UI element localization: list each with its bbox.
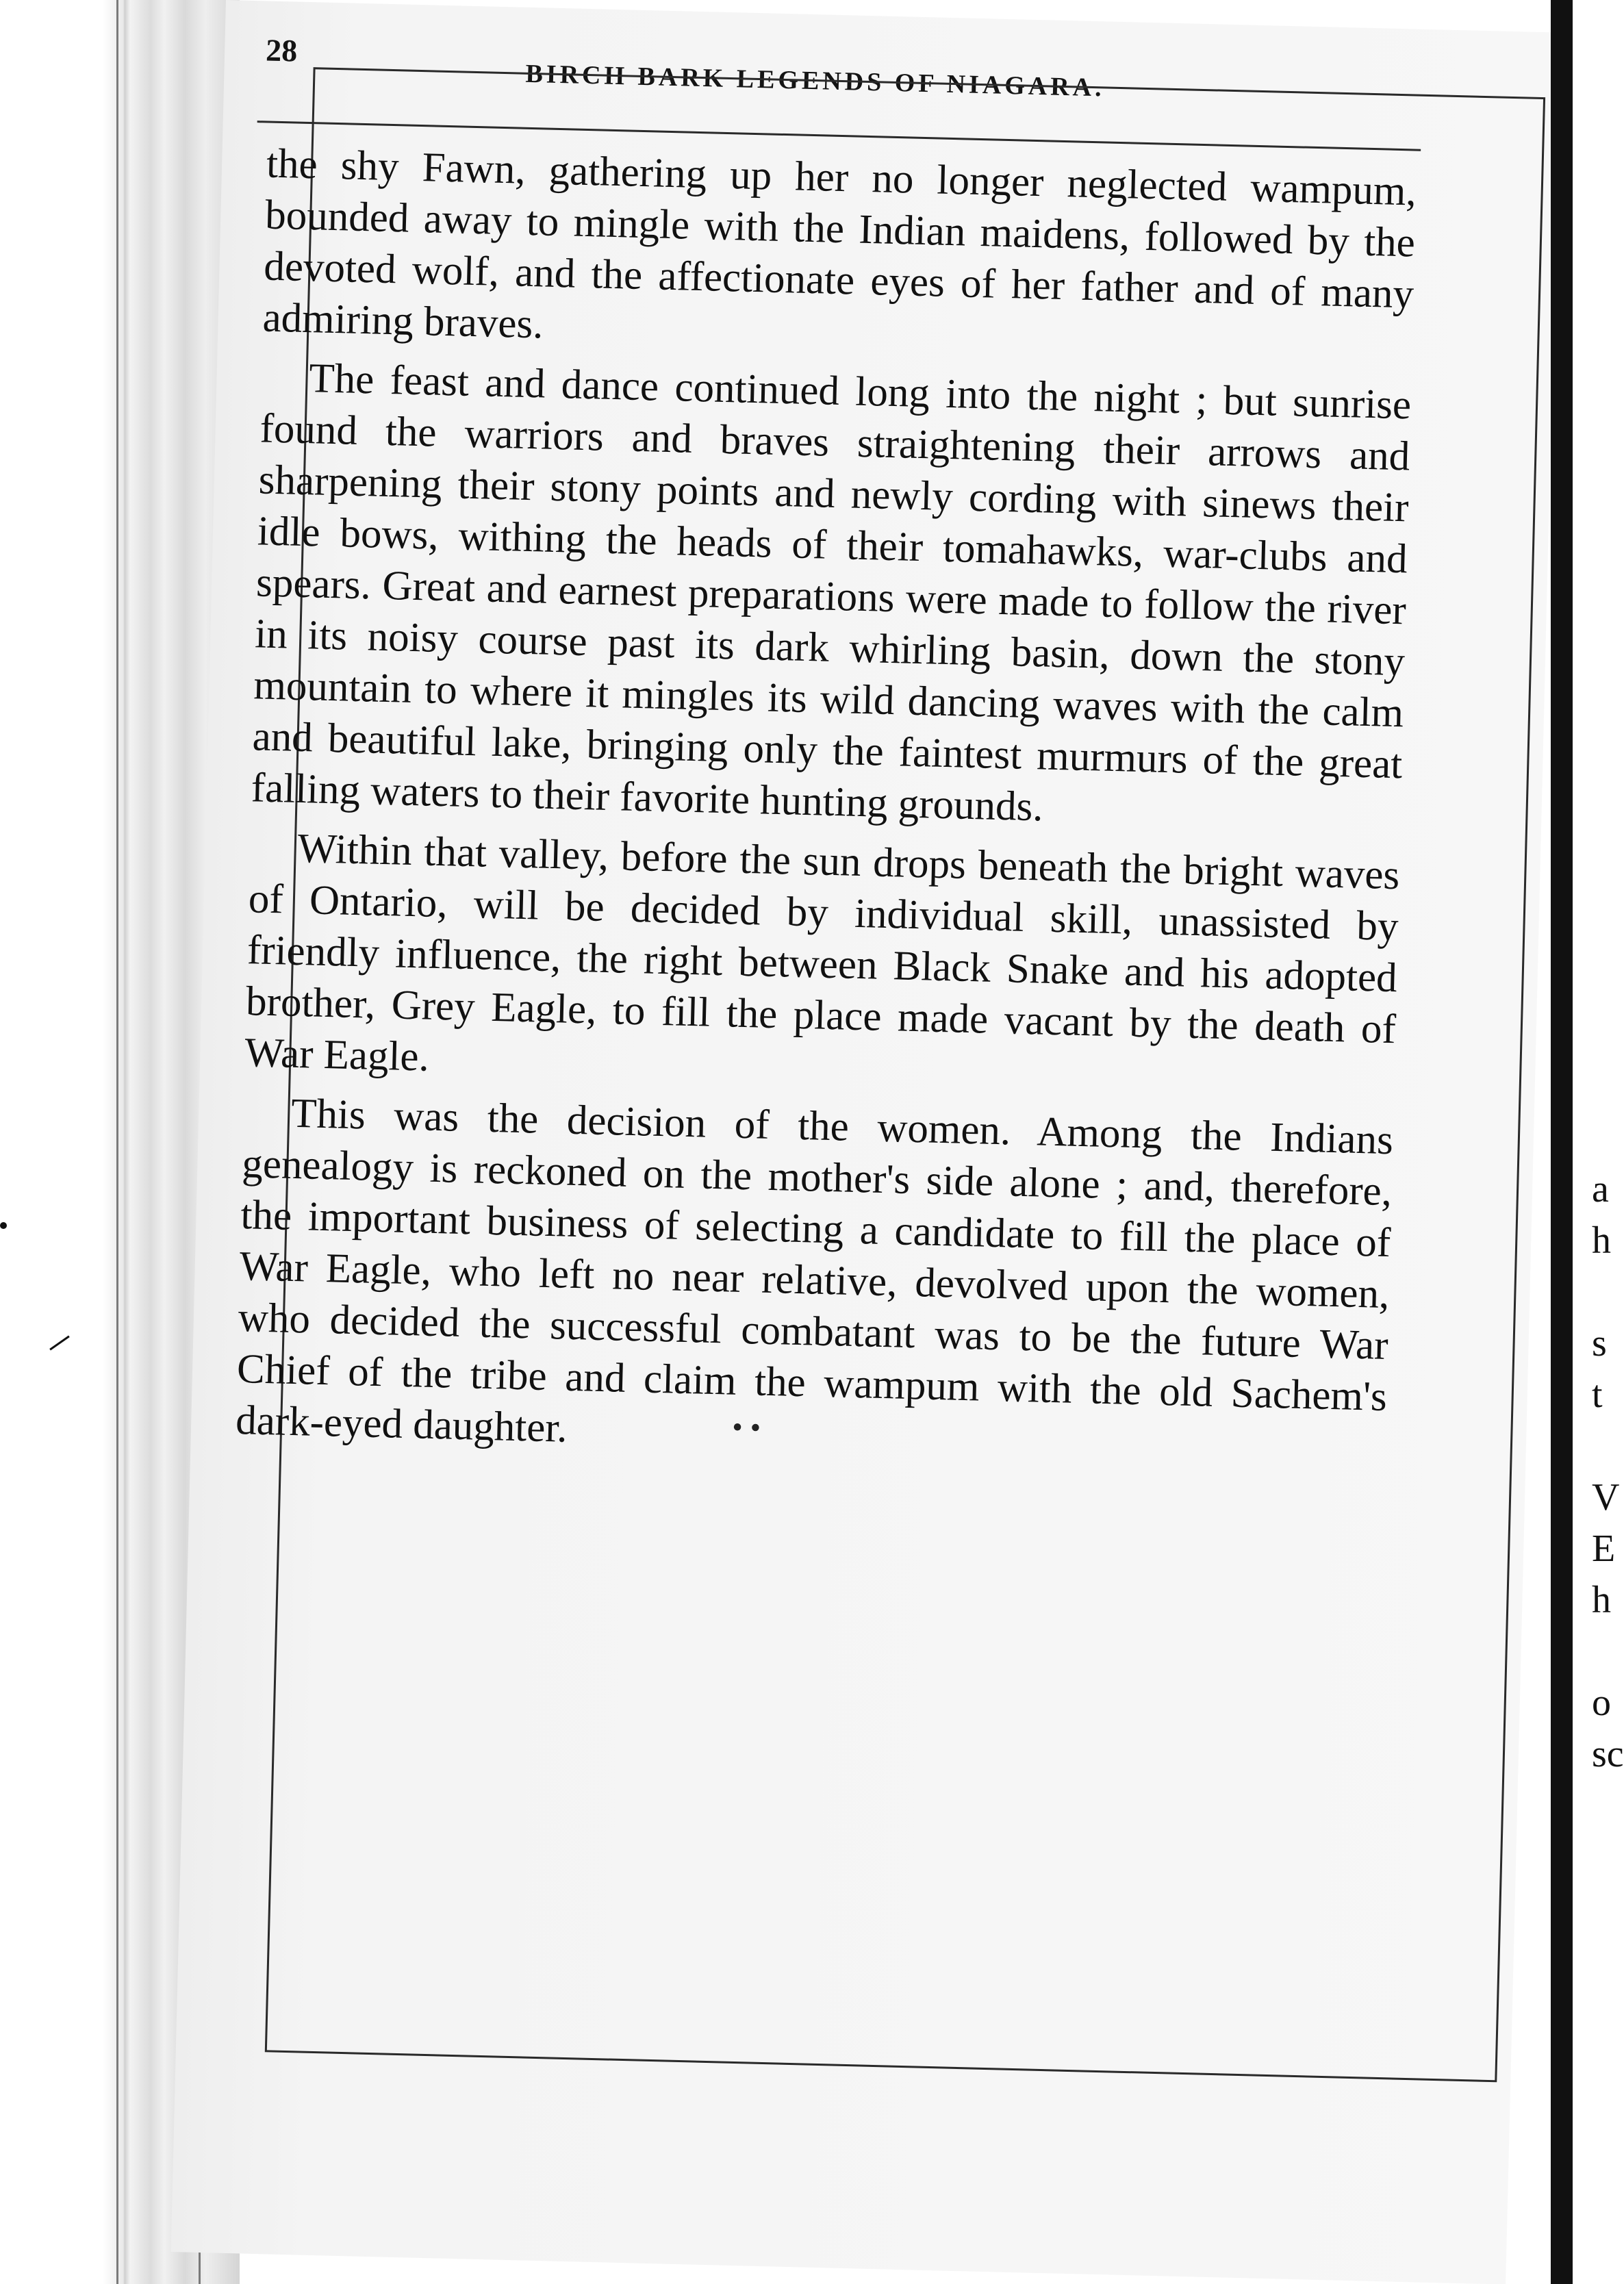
paragraph: Within that valley, before the sun drops beneath the bright waves of Ontario, will be decided by individual skill, unassisted by friendly influence, the right between Black Snake and his adopted brother, Grey Eagle, to fill the place made vacant by the death of War Eagle.: [244, 825, 1401, 1080]
page-edge-line: [116, 0, 118, 2284]
paragraph: the shy Fawn, gathering up her no longer neglected wampum, bounded away to mingle with the Indian maidens, followed by the devoted wolf, and the affectionate eyes of her father and of many admiring braves.: [262, 140, 1417, 348]
adjacent-page-sliver: [1573, 0, 1624, 2284]
paragraph: This was the decision of the women. Among the Indians genealogy is reckoned on the mother's side alone ; and, therefore, the important business of selecting a candidate to fill the place of War Eagle, who left no near relative, devolved upon the women, who decided the successful combatant was to be the future War Chief of the tribe and claim the wampum with the old Sachem's dark-eyed daughter.: [235, 1090, 1394, 1451]
page-number: 28: [265, 32, 298, 68]
adjacent-page-text: a h s t V E h o sc: [1592, 1168, 1624, 1775]
running-title: BIRCH BARK LEGENDS OF NIAGARA.: [524, 59, 1106, 103]
page-gutter-shadow: [1551, 0, 1573, 2284]
body-text: [235, 138, 1417, 1482]
paragraph: The feast and dance continued long into the night ; but sunrise found the warriors and braves straightening their arrows and sharpening their stony points and newly cording with sinews their idle bows, withing the heads of their tomahawks, war-clubs and spears. Great and earnest preparations were made to follow the river in its noisy course past its dark whirling basin, down the stony mountain to where it mingles its wild dancing waves with the calm and beautiful lake, bringing only the faintest murmurs of the great falling waters to their favorite hunting grounds.: [251, 355, 1412, 830]
scan-speck: [0, 1222, 7, 1229]
scan-speck: [49, 1336, 70, 1351]
ink-mark: • •: [731, 1410, 761, 1445]
book-page: [171, 0, 1561, 2284]
